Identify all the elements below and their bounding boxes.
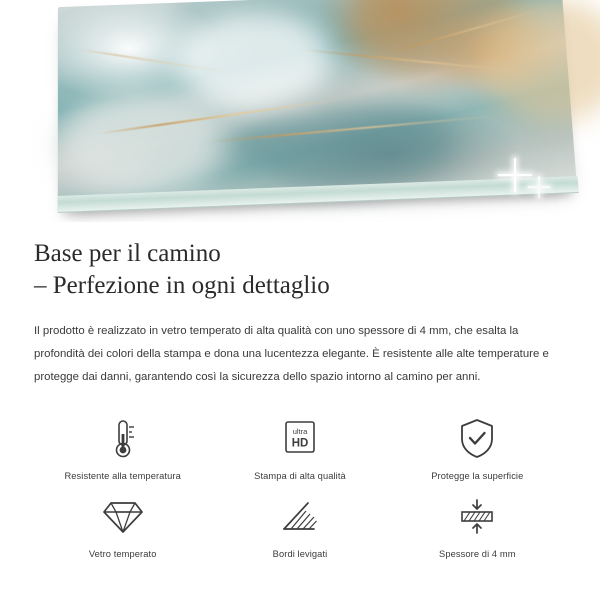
thickness-4mm-icon xyxy=(455,493,499,541)
feature-grid xyxy=(34,415,566,559)
feature-item xyxy=(389,415,566,481)
product-description: Il prodotto è realizzato in vetro temperato di alta qualità con uno spessore di 4 mm, che esalta la profondità dei colori della stampa e dona una lucentezza elegante. È resistente alle alte temperature e protegge dai danni, garantendo così la sicurezza dello spazio intorno al camino per anni. xyxy=(34,325,549,383)
svg-text:ultra: ultra xyxy=(292,427,308,436)
feature-label: Resistente alla temperatura xyxy=(64,471,181,481)
polished-edges-icon xyxy=(278,493,322,541)
feature-item xyxy=(211,493,388,559)
headline-line-1: Base per il camino xyxy=(34,240,221,267)
feature-item xyxy=(389,493,566,559)
feature-label: Bordi levigati xyxy=(272,549,328,559)
headline-line-2: – Perfezione in ogni dettaglio xyxy=(34,272,330,299)
svg-text:HD: HD xyxy=(291,437,309,450)
ultra-hd-icon xyxy=(280,415,320,463)
feature-item xyxy=(34,493,211,559)
feature-label: Protegge la superficie xyxy=(431,471,524,481)
feature-label: Stampa di alta qualità xyxy=(254,471,346,481)
feature-item xyxy=(211,415,388,481)
shield-check-icon xyxy=(457,415,497,463)
content-section xyxy=(0,238,600,559)
thermometer-icon xyxy=(106,415,140,463)
diamond-icon xyxy=(101,493,145,541)
feature-label: Vetro temperato xyxy=(88,549,157,559)
page-title xyxy=(34,238,566,302)
feature-label: Spessore di 4 mm xyxy=(439,549,516,559)
feature-item xyxy=(34,415,211,481)
hero-image xyxy=(0,0,600,222)
